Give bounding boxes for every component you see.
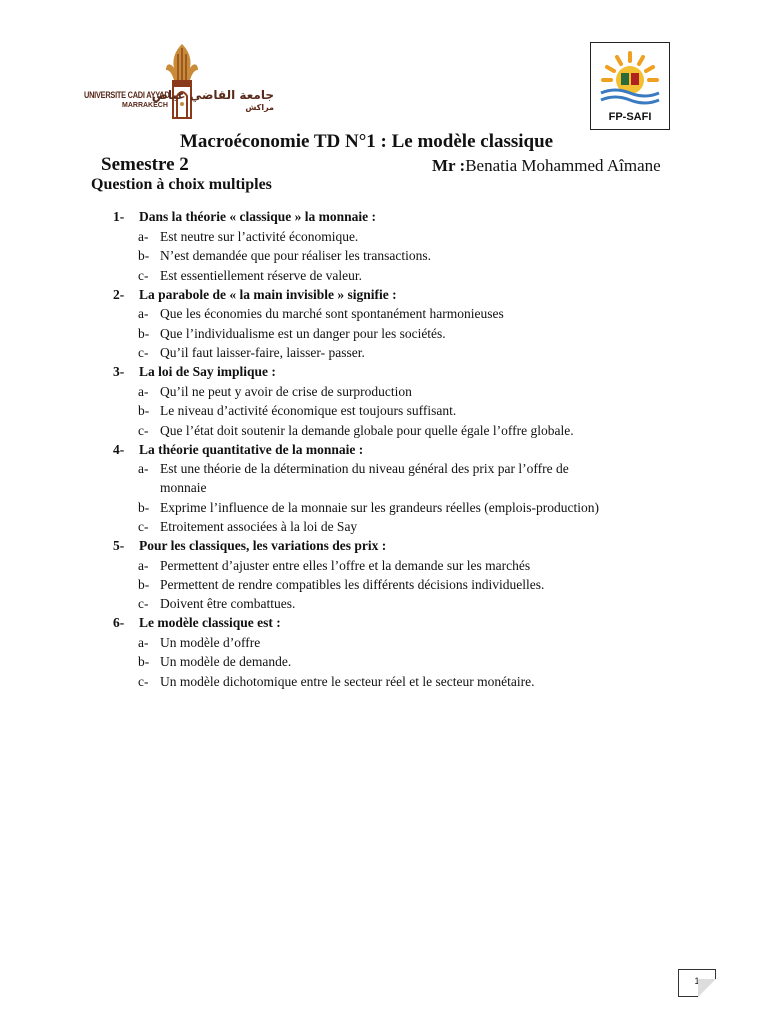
option-text: Un modèle dichotomique entre le secteur réel et le secteur monétaire. — [160, 674, 535, 689]
page-curl-icon — [698, 979, 716, 997]
option-letter: c- — [138, 345, 149, 360]
sun-book-icon — [595, 47, 665, 111]
answer-option — [138, 654, 291, 670]
page-number-box — [678, 969, 716, 997]
answer-option — [138, 500, 599, 516]
question-number: 5- — [113, 538, 125, 553]
option-letter: a- — [138, 229, 149, 244]
question — [113, 287, 397, 303]
semester-label: Semestre 2 — [101, 154, 189, 175]
option-letter: b- — [138, 654, 150, 669]
answer-option — [138, 674, 534, 690]
option-letter: c- — [138, 268, 149, 283]
question — [113, 442, 363, 458]
option-continuation: monnaie — [160, 480, 207, 495]
option-text: Qu’il faut laisser-faire, laisser- passer. — [160, 345, 365, 360]
option-text: Que les économies du marché sont spontanément harmonieuses — [160, 306, 504, 321]
university-city: MARRAKECH — [122, 102, 168, 109]
option-letter: a- — [138, 635, 149, 650]
university-city-ar: مراكش — [245, 103, 274, 112]
option-text: Qu’il ne peut y avoir de crise de surproduction — [160, 384, 412, 399]
answer-option — [138, 384, 412, 400]
page-number: 1 — [694, 976, 700, 986]
option-letter: b- — [138, 500, 150, 515]
answer-option — [138, 345, 365, 361]
answer-option — [138, 635, 260, 651]
answer-option — [138, 519, 357, 535]
option-letter: b- — [138, 326, 150, 341]
option-text: Exprime l’influence de la monnaie sur les grandeurs réelles (emplois-production) — [160, 500, 599, 515]
answer-option — [138, 229, 358, 245]
question-number: 2- — [113, 287, 125, 302]
teacher-line — [432, 156, 661, 176]
university-name: UNIVERSITE CADI AYYAD — [84, 90, 170, 100]
university-name-ar: جامعة القاضي عياض — [151, 88, 274, 102]
option-text: Est neutre sur l’activité économique. — [160, 229, 359, 244]
question-text: La loi de Say implique : — [139, 364, 276, 379]
option-text: Etroitement associées à la loi de Say — [160, 519, 358, 534]
option-letter: c- — [138, 519, 149, 534]
question — [113, 364, 276, 380]
option-text: Permettent d’ajuster entre elles l’offre et la demande sur les marchés — [160, 558, 531, 573]
option-letter: c- — [138, 596, 149, 611]
teacher-prefix: Mr : — [432, 156, 466, 175]
faculty-name: FP-SAFI — [608, 111, 652, 123]
question-number: 4- — [113, 442, 125, 457]
section-heading: Question à choix multiples — [91, 176, 272, 193]
option-letter: a- — [138, 558, 149, 573]
question-text: Dans la théorie « classique » la monnaie : — [139, 209, 377, 224]
question — [113, 209, 376, 225]
answer-option — [138, 558, 530, 574]
question — [113, 615, 281, 631]
answer-option — [138, 403, 456, 419]
answer-option — [138, 577, 544, 593]
question-number: 1- — [113, 209, 125, 224]
option-text: Le niveau d’activité économique est toujours suffisant. — [160, 403, 457, 418]
option-text: Que l’individualisme est un danger pour les sociétés. — [160, 326, 446, 341]
option-text: Un modèle de demande. — [160, 654, 292, 669]
faculty-logo — [590, 42, 670, 130]
option-letter: c- — [138, 423, 149, 438]
option-letter: b- — [138, 577, 150, 592]
answer-option — [138, 596, 295, 612]
answer-option — [138, 423, 574, 439]
answer-option — [138, 326, 446, 342]
option-letter: b- — [138, 248, 150, 263]
option-text: Permettent de rendre compatibles les différents décisions individuelles. — [160, 577, 545, 592]
option-letter: a- — [138, 306, 149, 321]
question-text: Le modèle classique est : — [139, 615, 281, 630]
question-text: La parabole de « la main invisible » signifie : — [139, 287, 397, 302]
university-name-arabic — [151, 88, 274, 118]
answer-option — [138, 248, 431, 264]
question-text: Pour les classiques, les variations des prix : — [139, 538, 387, 553]
option-text: Est une théorie de la détermination du niveau général des prix par l’offre de — [160, 461, 569, 476]
answer-option — [138, 306, 504, 322]
option-text: Que l’état doit soutenir la demande globale pour quelle égale l’offre globale. — [160, 423, 574, 438]
document-title: Macroéconomie TD N°1 : Le modèle classique — [180, 131, 554, 152]
question-number: 3- — [113, 364, 125, 379]
question-text: La théorie quantitative de la monnaie : — [139, 442, 364, 457]
option-text: Doivent être combattues. — [160, 596, 296, 611]
option-text: Est essentiellement réserve de valeur. — [160, 268, 363, 283]
university-logo — [84, 40, 274, 128]
answer-option — [138, 268, 362, 284]
option-text: Un modèle d’offre — [160, 635, 261, 650]
answer-option — [138, 461, 569, 477]
option-letter: a- — [138, 461, 149, 476]
option-letter: b- — [138, 403, 150, 418]
option-letter: c- — [138, 674, 149, 689]
option-letter: a- — [138, 384, 149, 399]
question-number: 6- — [113, 615, 125, 630]
option-text: N’est demandée que pour réaliser les transactions. — [160, 248, 432, 263]
teacher-name: Benatia Mohammed Aîmane — [465, 156, 661, 175]
question — [113, 538, 386, 554]
